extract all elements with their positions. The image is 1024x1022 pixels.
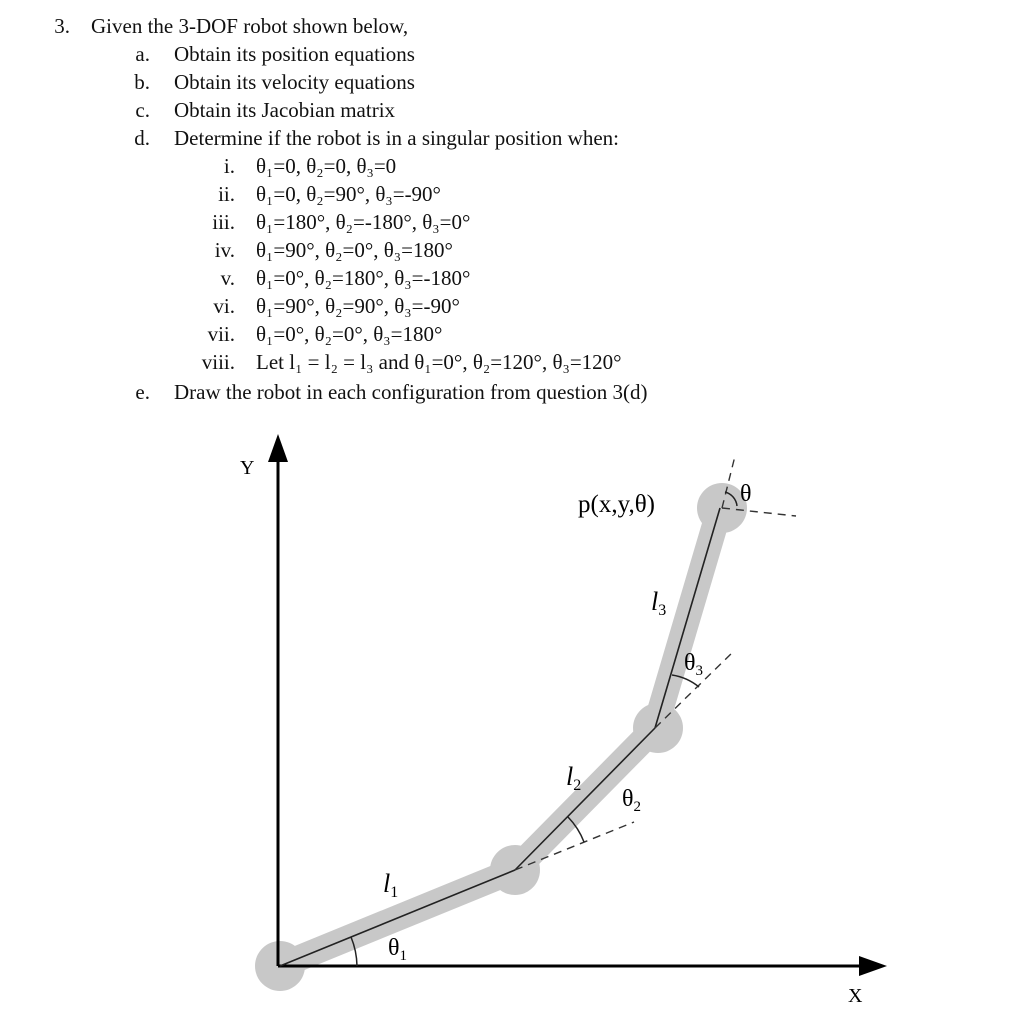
- end-effector-label: p(x,y,θ): [578, 491, 656, 518]
- case-iv-text: θ₁=90°, θ₂=0°, θ₃=180°: [256, 238, 453, 262]
- link-3-subscript: 3: [658, 602, 667, 619]
- case-iii-marker: iii.: [212, 210, 235, 234]
- case-vi-marker: vi.: [213, 294, 235, 318]
- link-2-subscript: 2: [573, 777, 582, 794]
- theta-1-label: [388, 935, 407, 964]
- part-b-marker: b.: [134, 70, 150, 94]
- part-e-marker: e.: [135, 380, 150, 404]
- theta-3-label: [684, 650, 703, 679]
- link-2-letter: l: [566, 762, 574, 791]
- case-iii-text: θ₁=180°, θ₂=-180°, θ₃=0°: [256, 210, 471, 234]
- part-c-text: Obtain its Jacobian matrix: [174, 98, 396, 122]
- x-axis-label: X: [848, 985, 863, 1007]
- link-3-label: [651, 587, 666, 619]
- link-1-subscript: 1: [390, 884, 399, 901]
- theta-end-label: θ: [740, 481, 752, 507]
- part-a-text: Obtain its position equations: [174, 42, 415, 66]
- link-1-letter: l: [383, 869, 391, 898]
- part-d-text: Determine if the robot is in a singular position when:: [174, 126, 619, 150]
- x-axis-arrowhead: [859, 956, 887, 976]
- question-number: 3.: [54, 14, 70, 38]
- robot-joints: [255, 483, 747, 991]
- case-vii-marker: vii.: [207, 322, 235, 346]
- case-vi-text: θ₁=90°, θ₂=90°, θ₃=-90°: [256, 294, 460, 318]
- link-2-label: [566, 762, 581, 794]
- link-3-letter: l: [651, 587, 659, 616]
- part-b-text: Obtain its velocity equations: [174, 70, 415, 94]
- theta-1-subscript: 1: [399, 948, 407, 964]
- case-viii-text: Let l₁ = l₂ = l₃ and θ₁=0°, θ₂=120°, θ₃=120°: [256, 350, 622, 374]
- case-v-text: θ₁=0°, θ₂=180°, θ₃=-180°: [256, 266, 471, 290]
- y-axis-label: Y: [240, 457, 255, 479]
- question-intro: Given the 3-DOF robot shown below,: [91, 14, 409, 38]
- reference-lines: [515, 456, 796, 870]
- theta-2-letter: θ: [622, 786, 634, 812]
- joint-3: [633, 703, 683, 753]
- case-i-marker: i.: [223, 154, 235, 178]
- part-d-marker: d.: [134, 126, 150, 150]
- case-ii-marker: ii.: [218, 182, 235, 206]
- case-vii-text: θ₁=0°, θ₂=0°, θ₃=180°: [256, 322, 443, 346]
- part-c-marker: c.: [135, 98, 150, 122]
- y-axis-arrowhead: [268, 434, 288, 462]
- case-i-text: θ₁=0, θ₂=0, θ₃=0: [256, 154, 397, 178]
- case-iv-marker: iv.: [214, 238, 235, 262]
- case-ii-text: θ₁=0, θ₂=90°, θ₃=-90°: [256, 182, 441, 206]
- theta-1-letter: θ: [388, 935, 400, 961]
- part-e-text: Draw the robot in each configuration from question 3(d): [174, 380, 648, 404]
- theta-3-subscript: 3: [695, 663, 703, 679]
- theta-2-subscript: 2: [633, 799, 641, 815]
- case-viii-marker: viii.: [201, 350, 235, 374]
- case-v-marker: v.: [220, 266, 235, 290]
- theta-2-label: [622, 786, 641, 815]
- theta-3-letter: θ: [684, 650, 696, 676]
- link-1-label: [383, 869, 398, 901]
- part-a-marker: a.: [135, 42, 150, 66]
